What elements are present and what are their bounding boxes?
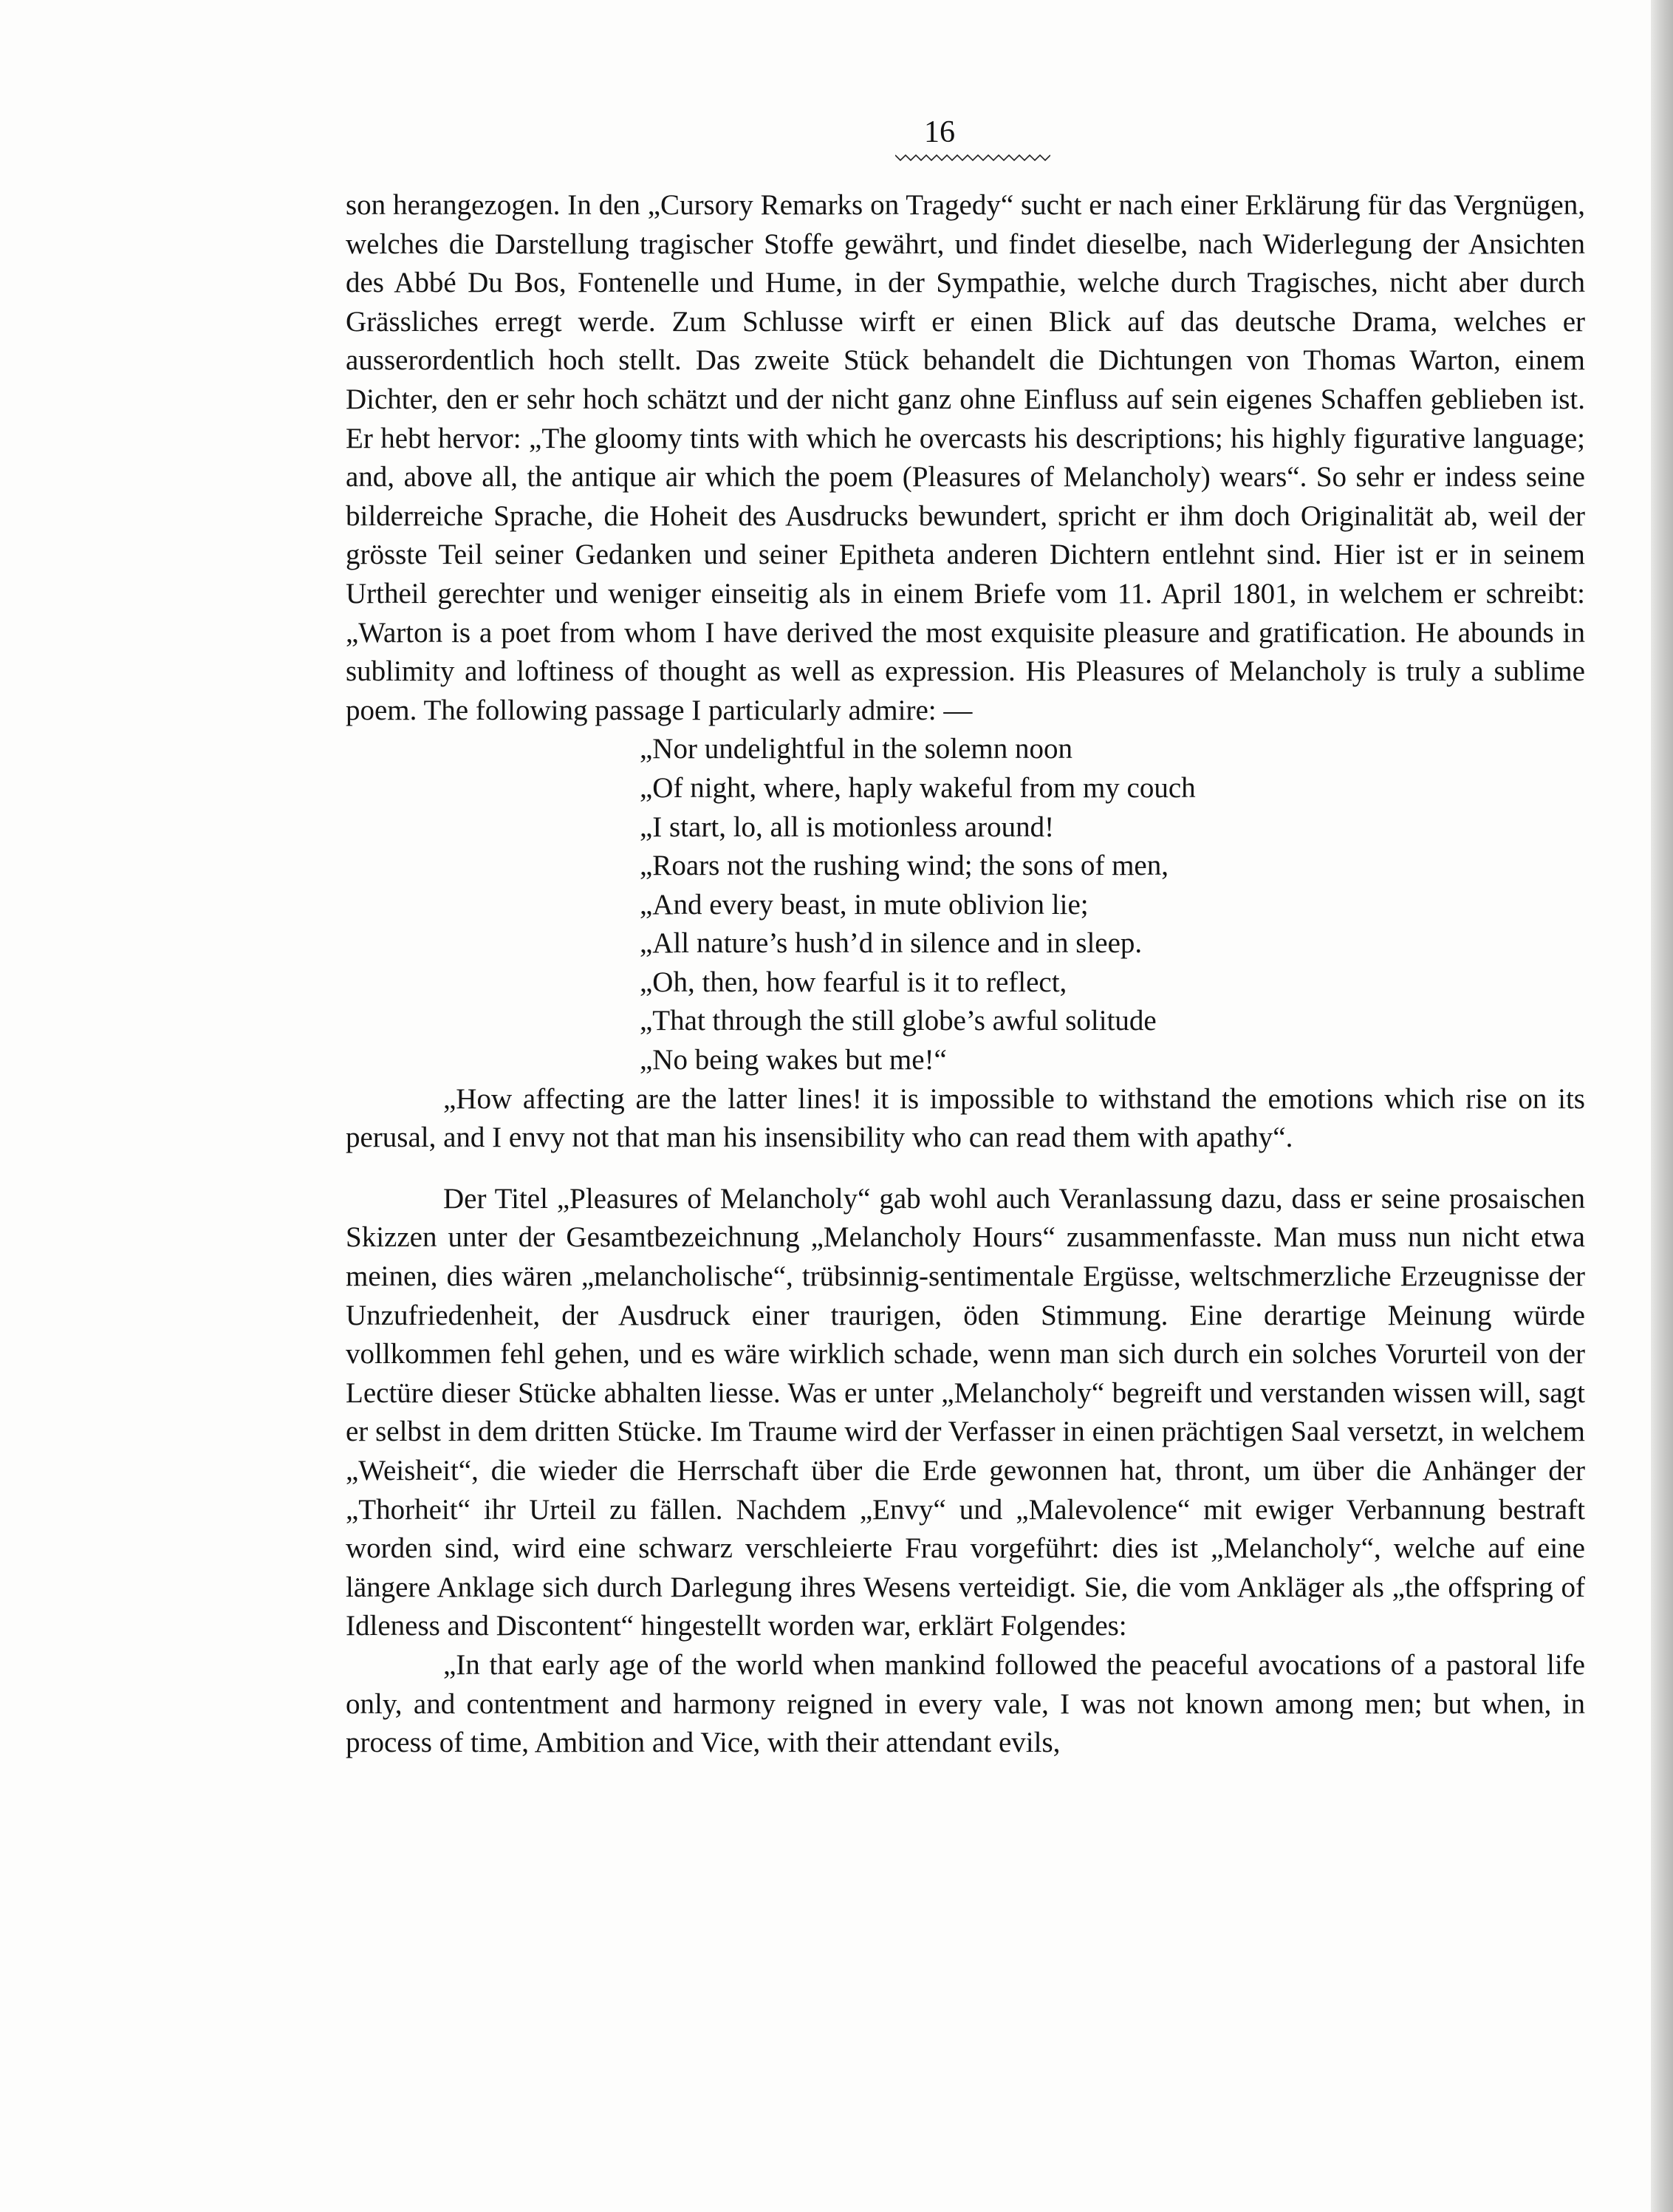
- paragraph-1: son herangezogen. In den „Cursory Remarks on Tragedy“ sucht er nach einer Erklärung für das Vergnügen, welches die Darstellung tragischer Stoffe gewährt, und findet dieselbe, nach Widerlegung der Ansichten des Abbé Du Bos, Fontenelle und Hume, in der Sympathie, welche durch Tragisches, nicht aber durch Grässliches erregt werde. Zum Schlusse wirft er einen Blick auf das deutsche Drama, welches er ausserordentlich hoch stellt. Das zweite Stück behandelt die Dichtungen von Thomas Warton, einem Dichter, den er sehr hoch schätzt und der nicht ganz ohne Einfluss auf sein eigenes Schaffen geblieben ist. Er hebt hervor: „The gloomy tints with which he overcasts his descriptions; his highly figurative language; and, above all, the antique air which the poem (Pleasures of Melancholy) wears“. So sehr er indess seine bilderreiche Sprache, die Hoheit des Ausdrucks bewundert, spricht er ihm doch Originalität ab, weil der grösste Teil seiner Gedanken und seiner Epitheta anderen Dichtern entlehnt sind. Hier ist er in seinem Urtheil gerechter und weniger einseitig als in einem Briefe vom 11. April 1801, in welchem er schreibt: „Warton is a poet from whom I have derived the most exquisite pleasure and gratification. He abounds in sublimity and loftiness of thought as well as expression. His Pleasures of Melancholy is truly a sublime poem. The following passage I particularly admire: —: [346, 189, 1585, 726]
- poem-line: „Roars not the rushing wind; the sons of men,: [640, 850, 1169, 882]
- poem-line: „Oh, then, how fearful is it to reflect,: [640, 966, 1067, 998]
- poem-line: „I start, lo, all is motionless around!: [640, 810, 1055, 843]
- poem-line: „Of night, where, haply wakeful from my couch: [640, 771, 1196, 804]
- paragraph-gap: [346, 1158, 1585, 1180]
- poem-line: „Nor undelightful in the solemn noon: [640, 733, 1072, 765]
- page-number: 16: [924, 115, 955, 149]
- poem-line: „No being wakes but me!“: [640, 1044, 947, 1076]
- poem-quote: [346, 730, 1585, 1079]
- poem-line: „And every beast, in mute oblivion lie;: [640, 888, 1089, 921]
- page-edge-shadow: [1651, 0, 1673, 2212]
- poem-line: „That through the still globe’s awful solitude: [640, 1005, 1157, 1037]
- paragraph-4: „In that early age of the world when mankind followed the peaceful avocations of a pastoral life only, and contentment and harmony reigned in every vale, I was not known among men; but when, in process of time, Ambition and Vice, with their attendant evils,: [346, 1648, 1585, 1759]
- paragraph-3: Der Titel „Pleasures of Melancholy“ gab wohl auch Veranlassung dazu, dass er seine prosaischen Skizzen unter der Gesamtbezeichnung „Melancholy Hours“ zusammenfasste. Man muss nun nicht etwa meinen, dies wären „melancholische“, trübsinnig-sentimentale Ergüsse, weltschmerzliche Erzeugnisse der Unzufriedenheit, der Ausdruck einer traurigen, öden Stimmung. Eine derartige Meinung würde vollkommen fehl gehen, und es wäre wirklich schade, wenn man sich durch ein solches Vorurteil von der Lectüre dieser Stücke abhalten liesse. Was er unter „Melancholy“ begreift und verstanden wissen will, sagt er selbst in dem dritten Stücke. Im Traume wird der Verfasser in einen prächtigen Saal versetzt, in welchem „Weisheit“, die wieder die Herrschaft über die Erde gewonnen hat, thront, um über die Anhänger der „Thorheit“ ihr Urteil zu fällen. Nachdem „Envy“ und „Malevolence“ mit ewiger Verbannung bestraft worden sind, wird eine schwarz verschleierte Frau vorgeführt: dies ist „Melancholy“, welche auf eine längere Anklage sich durch Darlegung ihres Wesens verteidigt. Sie, die vom Ankläger als „the offspring of Idleness and Discontent“ hingestellt worden war, erklärt Folgendes:: [346, 1182, 1585, 1642]
- wavy-ornament: [895, 152, 1050, 163]
- poem-line: „All nature’s hush’d in silence and in sleep.: [640, 927, 1143, 960]
- body-text: [346, 186, 1585, 1763]
- paragraph-2: „How affecting are the latter lines! it is impossible to withstand the emotions which rise on its perusal, and I envy not that man his insensibility who can read them with apathy“.: [346, 1082, 1585, 1154]
